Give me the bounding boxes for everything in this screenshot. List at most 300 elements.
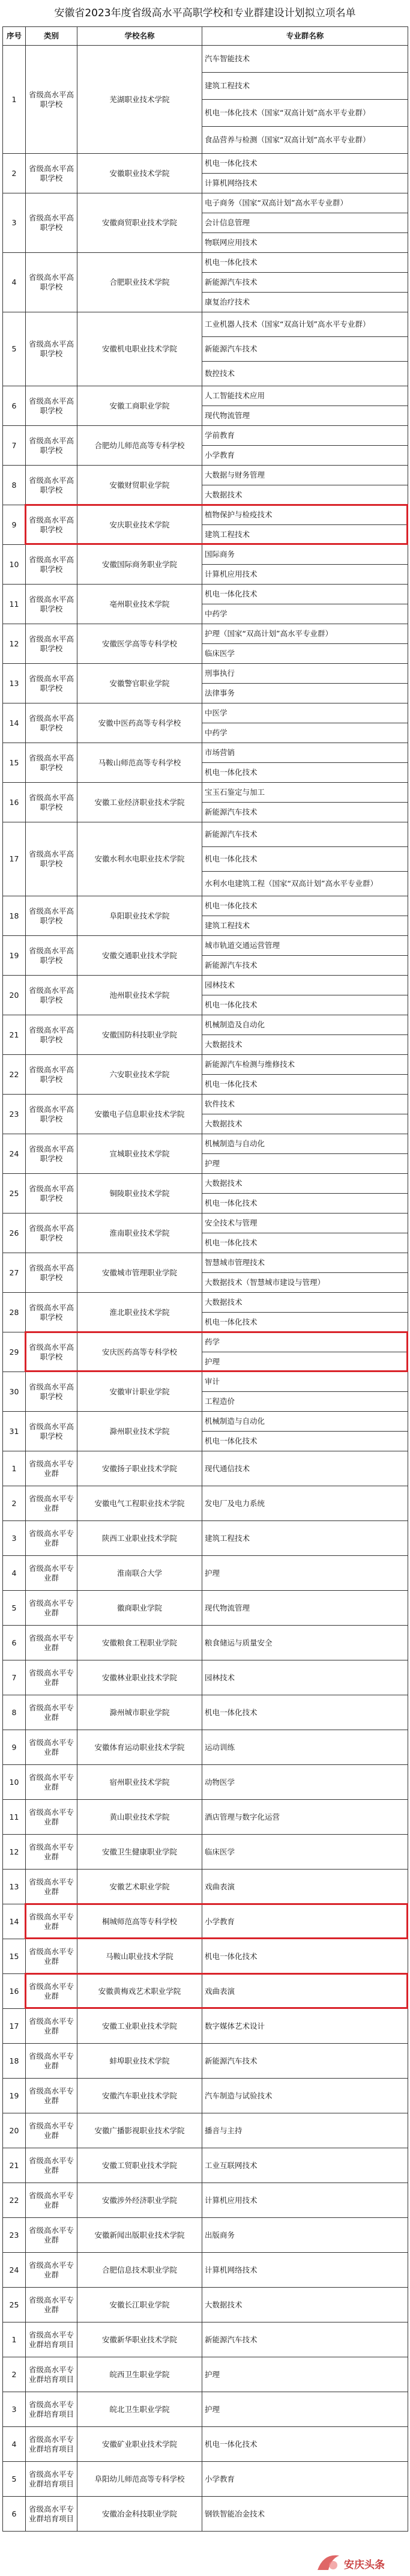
cell-type: 省级高水平高职学校 xyxy=(26,585,77,624)
table-row xyxy=(3,1412,408,1432)
cell-major: 法律事务 xyxy=(202,684,408,703)
cell-no: 17 xyxy=(3,822,26,896)
table-row xyxy=(3,2427,408,2462)
cell-no: 31 xyxy=(3,1412,26,1451)
cell-type: 省级高水平高职学校 xyxy=(26,1253,77,1293)
cell-school: 马鞍山职业技术学院 xyxy=(77,1939,202,1974)
cell-school: 安徽广播影视职业技术学院 xyxy=(77,2113,202,2148)
cell-no: 17 xyxy=(3,2009,26,2044)
cell-school: 安徽商贸职业技术学院 xyxy=(77,193,202,253)
cell-no: 11 xyxy=(3,1800,26,1835)
table-row xyxy=(3,2288,408,2322)
cell-school: 六安职业技术学院 xyxy=(77,1055,202,1095)
cell-major: 机电一体化技术 xyxy=(202,1432,408,1451)
header-school: 学校名称 xyxy=(77,27,202,46)
cell-school: 铜陵职业技术学院 xyxy=(77,1174,202,1214)
cell-major: 计算机网络技术 xyxy=(202,2253,408,2288)
cell-no: 16 xyxy=(3,1974,26,2009)
cell-no: 15 xyxy=(3,743,26,783)
cell-major: 会计信息管理 xyxy=(202,213,408,233)
cell-major: 机电一体化技术 xyxy=(202,763,408,783)
watermark-logo-icon xyxy=(315,2552,342,2572)
table-row xyxy=(3,505,408,525)
header-type: 类别 xyxy=(26,27,77,46)
table-row xyxy=(3,1134,408,1154)
table-row xyxy=(3,703,408,723)
cell-type: 省级高水平专业群 xyxy=(26,1521,77,1556)
cell-school: 安徽体育运动职业技术学院 xyxy=(77,1730,202,1765)
table-row xyxy=(3,1591,408,1626)
cell-type: 省级高水平专业群 xyxy=(26,1486,77,1521)
cell-major: 智慧城市管理技术 xyxy=(202,1253,408,1273)
cell-school: 安徽城市管理职业学院 xyxy=(77,1253,202,1293)
cell-major: 机电一体化技术 xyxy=(202,995,408,1015)
cell-major: 粮食储运与质量安全 xyxy=(202,1626,408,1660)
cell-school: 皖西卫生职业学院 xyxy=(77,2357,202,2392)
table-row xyxy=(3,2009,408,2044)
cell-major: 康复治疗技术 xyxy=(202,293,408,312)
cell-major: 新能源汽车技术 xyxy=(202,273,408,293)
cell-no: 7 xyxy=(3,426,26,466)
cell-type: 省级高水平高职学校 xyxy=(26,1055,77,1095)
table-row xyxy=(3,1486,408,1521)
cell-type: 省级高水平高职学校 xyxy=(26,312,77,386)
cell-school: 安徽职业技术学院 xyxy=(77,154,202,193)
cell-no: 21 xyxy=(3,2148,26,2183)
cell-type: 省级高水平专业群 xyxy=(26,1626,77,1660)
cell-type: 省级高水平专业群 xyxy=(26,2288,77,2322)
cell-major: 软件技术 xyxy=(202,1095,408,1114)
page-title: 安徽省2023年度省级高水平高职学校和专业群建设计划拟立项名单 xyxy=(54,7,356,19)
cell-school-highlighted: 安徽黄梅戏艺术职业学院 xyxy=(77,1974,202,2009)
cell-type: 省级高水平专业群 xyxy=(26,2079,77,2113)
cell-major: 大数据技术 xyxy=(202,1174,408,1194)
cell-type: 省级高水平专业群培育项目 xyxy=(26,2497,77,2532)
cell-major: 新能源汽车技术 xyxy=(202,803,408,822)
table-row xyxy=(3,2218,408,2253)
cell-major: 学前教育 xyxy=(202,426,408,446)
table-row xyxy=(3,1372,408,1392)
cell-major: 机电一体化技术 xyxy=(202,896,408,916)
cell-major: 护理 xyxy=(202,1154,408,1174)
cell-no: 22 xyxy=(3,2183,26,2218)
cell-type: 省级高水平专业群 xyxy=(26,2218,77,2253)
cell-major: 护理 xyxy=(202,2357,408,2392)
table-row xyxy=(3,1904,408,1939)
cell-school: 淮北职业技术学院 xyxy=(77,1293,202,1332)
cell-type: 省级高水平高职学校 xyxy=(26,1412,77,1451)
cell-type: 省级高水平专业群 xyxy=(26,1591,77,1626)
cell-type: 省级高水平专业群 xyxy=(26,1939,77,1974)
cell-no: 11 xyxy=(3,585,26,624)
cell-no: 15 xyxy=(3,1939,26,1974)
cell-school: 阜阳幼儿师范高等专科学校 xyxy=(77,2462,202,2497)
cell-major: 临床医学 xyxy=(202,1835,408,1870)
cell-school: 芜湖职业技术学院 xyxy=(77,46,202,154)
cell-major: 计算机应用技术 xyxy=(202,565,408,585)
cell-major: 大数据技术 xyxy=(202,485,408,505)
cell-type: 省级高水平专业群 xyxy=(26,1660,77,1695)
cell-type: 省级高水平专业群 xyxy=(26,2044,77,2079)
cell-major: 机电一体化技术 xyxy=(202,1695,408,1730)
cell-no: 24 xyxy=(3,2253,26,2288)
table-row xyxy=(3,2148,408,2183)
table-row xyxy=(3,1174,408,1194)
cell-no: 27 xyxy=(3,1253,26,1293)
cell-major: 大数据技术 xyxy=(202,1035,408,1055)
cell-school: 安徽林业职业技术学院 xyxy=(77,1660,202,1695)
table-row xyxy=(3,1730,408,1765)
cell-no: 12 xyxy=(3,624,26,664)
cell-school: 安徽工业经济职业技术学院 xyxy=(77,783,202,822)
cell-major: 机电一体化技术 xyxy=(202,1233,408,1253)
table-row xyxy=(3,253,408,273)
cell-major: 中药学 xyxy=(202,604,408,624)
cell-major: 建筑工程技术 xyxy=(202,525,408,545)
cell-school: 滁州职业技术学院 xyxy=(77,1412,202,1451)
cell-no: 20 xyxy=(3,976,26,1015)
cell-no: 8 xyxy=(3,466,26,505)
cell-type: 省级高水平高职学校 xyxy=(26,1214,77,1253)
cell-school: 安徽新闻出版职业技术学院 xyxy=(77,2218,202,2253)
table-row xyxy=(3,312,408,337)
cell-type: 省级高水平专业群培育项目 xyxy=(26,2427,77,2462)
cell-major: 大数据技术 xyxy=(202,1114,408,1134)
cell-major: 刑事执行 xyxy=(202,664,408,684)
cell-major: 机电一体化技术 xyxy=(202,2427,408,2462)
cell-no: 28 xyxy=(3,1293,26,1332)
cell-no: 8 xyxy=(3,1695,26,1730)
cell-major: 护理 xyxy=(202,1352,408,1372)
header-row xyxy=(3,27,408,46)
cell-school: 安徽艺术职业学院 xyxy=(77,1870,202,1904)
cell-type: 省级高水平专业群 xyxy=(26,1556,77,1591)
cell-major: 新能源汽车技术 xyxy=(202,956,408,976)
cell-no: 5 xyxy=(3,2462,26,2497)
table-row xyxy=(3,2322,408,2357)
table-row xyxy=(3,1556,408,1591)
cell-type: 省级高水平高职学校 xyxy=(26,976,77,1015)
table-row xyxy=(3,2183,408,2218)
cell-type: 省级高水平高职学校 xyxy=(26,46,77,154)
cell-major: 计算机网络技术 xyxy=(202,174,408,193)
table-row xyxy=(3,1835,408,1870)
cell-major: 出版商务 xyxy=(202,2218,408,2253)
cell-school: 安徽中医药高等专科学校 xyxy=(77,703,202,743)
cell-school: 滁州城市职业学院 xyxy=(77,1695,202,1730)
cell-no: 9 xyxy=(3,1730,26,1765)
cell-type: 省级高水平高职学校 xyxy=(26,1372,77,1412)
table-row xyxy=(3,2044,408,2079)
table-row xyxy=(3,386,408,406)
cell-major: 护理（国家“双高计划”高水平专业群） xyxy=(202,624,408,644)
cell-major: 数字媒体艺术设计 xyxy=(202,2009,408,2044)
cell-major: 戏曲表演 xyxy=(202,1974,408,2009)
cell-school: 陕西工业职业技术学院 xyxy=(77,1521,202,1556)
table-row xyxy=(3,1800,408,1835)
cell-major: 新能源汽车技术 xyxy=(202,2044,408,2079)
cell-no: 10 xyxy=(3,545,26,585)
cell-major: 计算机应用技术 xyxy=(202,2183,408,2218)
cell-no: 29 xyxy=(3,1332,26,1372)
cell-school: 安徽汽车职业技术学院 xyxy=(77,2079,202,2113)
cell-major: 大数据技术 xyxy=(202,2288,408,2322)
cell-no: 25 xyxy=(3,2288,26,2322)
cell-type: 省级高水平高职学校 xyxy=(26,1332,77,1372)
cell-major: 机电一体化技术 xyxy=(202,585,408,604)
cell-major: 酒店管理与数字化运营 xyxy=(202,1800,408,1835)
cell-major: 运动训练 xyxy=(202,1730,408,1765)
table-body xyxy=(3,46,408,2532)
table-row xyxy=(3,466,408,485)
cell-type: 省级高水平高职学校 xyxy=(26,703,77,743)
table-row xyxy=(3,1870,408,1904)
cell-no: 4 xyxy=(3,253,26,312)
cell-type: 省级高水平专业群培育项目 xyxy=(26,2462,77,2497)
table-row xyxy=(3,46,408,73)
cell-major: 机械制造与自动化 xyxy=(202,1412,408,1432)
cell-major: 数控技术 xyxy=(202,362,408,386)
cell-no: 12 xyxy=(3,1835,26,1870)
cell-no: 2 xyxy=(3,1486,26,1521)
cell-major: 戏曲表演 xyxy=(202,1870,408,1904)
cell-major: 钢铁智能冶金技术 xyxy=(202,2497,408,2532)
cell-type: 省级高水平专业群 xyxy=(26,1765,77,1800)
cell-school: 安徽工业职业技术学院 xyxy=(77,2009,202,2044)
cell-major: 新能源汽车技术 xyxy=(202,2322,408,2357)
cell-type: 省级高水平高职学校 xyxy=(26,193,77,253)
cell-no: 21 xyxy=(3,1015,26,1055)
cell-no: 26 xyxy=(3,1214,26,1253)
cell-no: 2 xyxy=(3,2357,26,2392)
cell-major: 建筑工程技术 xyxy=(202,1521,408,1556)
cell-school: 安徽国防科技职业学院 xyxy=(77,1015,202,1055)
cell-type: 省级高水平高职学校 xyxy=(26,783,77,822)
cell-school: 马鞍山师范高等专科学校 xyxy=(77,743,202,783)
cell-no: 13 xyxy=(3,1870,26,1904)
cell-type: 省级高水平高职学校 xyxy=(26,1134,77,1174)
cell-major: 物联网应用技术 xyxy=(202,233,408,253)
watermark xyxy=(315,2552,405,2572)
table-row xyxy=(3,976,408,995)
cell-school: 安徽矿业职业技术学院 xyxy=(77,2427,202,2462)
cell-no: 19 xyxy=(3,2079,26,2113)
cell-no: 23 xyxy=(3,1095,26,1134)
cell-school: 安徽电子信息职业技术学院 xyxy=(77,1095,202,1134)
cell-school: 安徽交通职业技术学院 xyxy=(77,936,202,976)
cell-major: 大数据技术（智慧城市建设与管理） xyxy=(202,1273,408,1293)
cell-no: 3 xyxy=(3,1521,26,1556)
cell-major: 小学教育 xyxy=(202,446,408,466)
cell-major: 临床医学 xyxy=(202,644,408,664)
cell-major: 建筑工程技术 xyxy=(202,916,408,936)
cell-major: 审计 xyxy=(202,1372,408,1392)
cell-school: 安徽水利水电职业技术学院 xyxy=(77,822,202,896)
table-row xyxy=(3,193,408,213)
cell-no: 3 xyxy=(3,193,26,253)
cell-type: 省级高水平专业群 xyxy=(26,1870,77,1904)
cell-major: 大数据与财务管理 xyxy=(202,466,408,485)
project-table xyxy=(2,26,408,2532)
cell-no: 6 xyxy=(3,386,26,426)
table-row xyxy=(3,1765,408,1800)
cell-school-highlighted: 安庆医药高等专科学校 xyxy=(77,1332,202,1372)
cell-type: 省级高水平专业群 xyxy=(26,2113,77,2148)
cell-major: 植物保护与检疫技术 xyxy=(202,505,408,525)
cell-no: 4 xyxy=(3,2427,26,2462)
cell-major: 新能源汽车检测与维修技术 xyxy=(202,1055,408,1075)
cell-type: 省级高水平专业群培育项目 xyxy=(26,2357,77,2392)
table-row xyxy=(3,1293,408,1313)
cell-major: 机械制造与自动化 xyxy=(202,1134,408,1154)
cell-type: 省级高水平专业群培育项目 xyxy=(26,2322,77,2357)
cell-major: 机电一体化技术 xyxy=(202,1075,408,1095)
table-row xyxy=(3,743,408,763)
cell-type: 省级高水平专业群 xyxy=(26,2148,77,2183)
table-row xyxy=(3,545,408,565)
table-row xyxy=(3,2079,408,2113)
header-no: 序号 xyxy=(3,27,26,46)
cell-major: 安全技术与管理 xyxy=(202,1214,408,1233)
cell-school: 安徽警官职业学院 xyxy=(77,664,202,703)
cell-school: 安徽工商职业学院 xyxy=(77,386,202,426)
cell-major: 中药学 xyxy=(202,723,408,743)
cell-major: 食品营养与检测（国家“双高计划”高水平专业群） xyxy=(202,127,408,154)
cell-type: 省级高水平专业群 xyxy=(26,2183,77,2218)
cell-type: 省级高水平专业群 xyxy=(26,1451,77,1486)
table-row xyxy=(3,426,408,446)
cell-type: 省级高水平专业群 xyxy=(26,2009,77,2044)
cell-major: 汽车智能技术 xyxy=(202,46,408,73)
cell-type: 省级高水平高职学校 xyxy=(26,426,77,466)
cell-school: 徽商职业学院 xyxy=(77,1591,202,1626)
cell-major: 护理 xyxy=(202,1556,408,1591)
table-row xyxy=(3,1939,408,1974)
cell-type: 省级高水平专业群 xyxy=(26,1974,77,2009)
cell-school: 安徽审计职业学院 xyxy=(77,1372,202,1412)
table-row xyxy=(3,2113,408,2148)
cell-type: 省级高水平高职学校 xyxy=(26,1174,77,1214)
cell-no: 18 xyxy=(3,896,26,936)
table-row xyxy=(3,1332,408,1352)
cell-major: 现代通信技术 xyxy=(202,1451,408,1486)
table-row xyxy=(3,1695,408,1730)
cell-major: 工业机器人技术（国家“双高计划”高水平专业群） xyxy=(202,312,408,337)
cell-major: 电子商务（国家“双高计划”高水平专业群） xyxy=(202,193,408,213)
cell-school: 合肥幼儿师范高等专科学校 xyxy=(77,426,202,466)
cell-school: 安徽国际商务职业学院 xyxy=(77,545,202,585)
cell-type: 省级高水平高职学校 xyxy=(26,664,77,703)
table-row xyxy=(3,2462,408,2497)
table-row xyxy=(3,2497,408,2532)
cell-school: 皖北卫生职业学院 xyxy=(77,2392,202,2427)
cell-school: 淮南职业技术学院 xyxy=(77,1214,202,1253)
table-row xyxy=(3,896,408,916)
cell-no: 14 xyxy=(3,1904,26,1939)
cell-major: 宝玉石鉴定与加工 xyxy=(202,783,408,803)
cell-school: 安徽卫生健康职业学院 xyxy=(77,1835,202,1870)
cell-major: 机电一体化技术 xyxy=(202,847,408,872)
cell-major: 水利水电建筑工程（国家“双高计划”高水平专业群） xyxy=(202,872,408,896)
cell-type: 省级高水平高职学校 xyxy=(26,624,77,664)
cell-school: 蚌埠职业技术学院 xyxy=(77,2044,202,2079)
cell-no: 3 xyxy=(3,2392,26,2427)
cell-school: 宣城职业技术学院 xyxy=(77,1134,202,1174)
table-row xyxy=(3,822,408,847)
cell-major: 市场营销 xyxy=(202,743,408,763)
cell-no: 16 xyxy=(3,783,26,822)
cell-school: 安徽新华职业技术学院 xyxy=(77,2322,202,2357)
cell-type: 省级高水平专业群 xyxy=(26,1800,77,1835)
cell-no: 7 xyxy=(3,1660,26,1695)
cell-type: 省级高水平高职学校 xyxy=(26,466,77,505)
table-row xyxy=(3,585,408,604)
cell-school: 池州职业技术学院 xyxy=(77,976,202,1015)
cell-no: 4 xyxy=(3,1556,26,1591)
cell-major: 建筑工程技术 xyxy=(202,73,408,100)
cell-major: 国际商务 xyxy=(202,545,408,565)
cell-major: 机电一体化技术 xyxy=(202,1194,408,1214)
table-row xyxy=(3,1626,408,1660)
table-row xyxy=(3,2253,408,2288)
cell-no: 5 xyxy=(3,1591,26,1626)
cell-major: 现代物流管理 xyxy=(202,406,408,426)
cell-no: 14 xyxy=(3,703,26,743)
cell-major: 中医学 xyxy=(202,703,408,723)
cell-no: 1 xyxy=(3,1451,26,1486)
table-row xyxy=(3,1015,408,1035)
cell-no: 25 xyxy=(3,1174,26,1214)
table-row xyxy=(3,1451,408,1486)
table-row xyxy=(3,2357,408,2392)
table-row xyxy=(3,936,408,956)
cell-major: 人工智能技术应用 xyxy=(202,386,408,406)
table-row xyxy=(3,154,408,174)
cell-school: 安徽机电职业技术学院 xyxy=(77,312,202,386)
cell-type: 省级高水平高职学校 xyxy=(26,505,77,545)
cell-type: 省级高水平高职学校 xyxy=(26,386,77,426)
table-row xyxy=(3,624,408,644)
cell-major: 机电一体化技术 xyxy=(202,154,408,174)
cell-no: 5 xyxy=(3,312,26,386)
cell-no: 24 xyxy=(3,1134,26,1174)
cell-type: 省级高水平高职学校 xyxy=(26,154,77,193)
cell-major: 工业互联网技术 xyxy=(202,2148,408,2183)
cell-school: 黄山职业技术学院 xyxy=(77,1800,202,1835)
cell-type: 省级高水平高职学校 xyxy=(26,253,77,312)
cell-school: 淮南联合大学 xyxy=(77,1556,202,1591)
cell-type: 省级高水平高职学校 xyxy=(26,743,77,783)
cell-school: 安徽冶金科技职业学院 xyxy=(77,2497,202,2532)
cell-major: 机电一体化技术 xyxy=(202,1313,408,1332)
cell-school-highlighted: 安庆职业技术学院 xyxy=(77,505,202,545)
cell-school: 安徽医学高等专科学校 xyxy=(77,624,202,664)
cell-major: 工程造价 xyxy=(202,1392,408,1412)
cell-type: 省级高水平高职学校 xyxy=(26,1015,77,1055)
table-row xyxy=(3,1253,408,1273)
cell-school: 安徽粮食工程职业学院 xyxy=(77,1626,202,1660)
cell-no: 30 xyxy=(3,1372,26,1412)
cell-school: 合肥信息技术职业学院 xyxy=(77,2253,202,2288)
cell-major: 新能源汽车技术 xyxy=(202,337,408,362)
cell-type: 省级高水平高职学校 xyxy=(26,1293,77,1332)
cell-school: 亳州职业技术学院 xyxy=(77,585,202,624)
cell-school-highlighted: 桐城师范高等专科学校 xyxy=(77,1904,202,1939)
cell-no: 1 xyxy=(3,2322,26,2357)
cell-major: 新能源汽车技术 xyxy=(202,822,408,847)
table-row xyxy=(3,1974,408,2009)
cell-no: 6 xyxy=(3,1626,26,1660)
